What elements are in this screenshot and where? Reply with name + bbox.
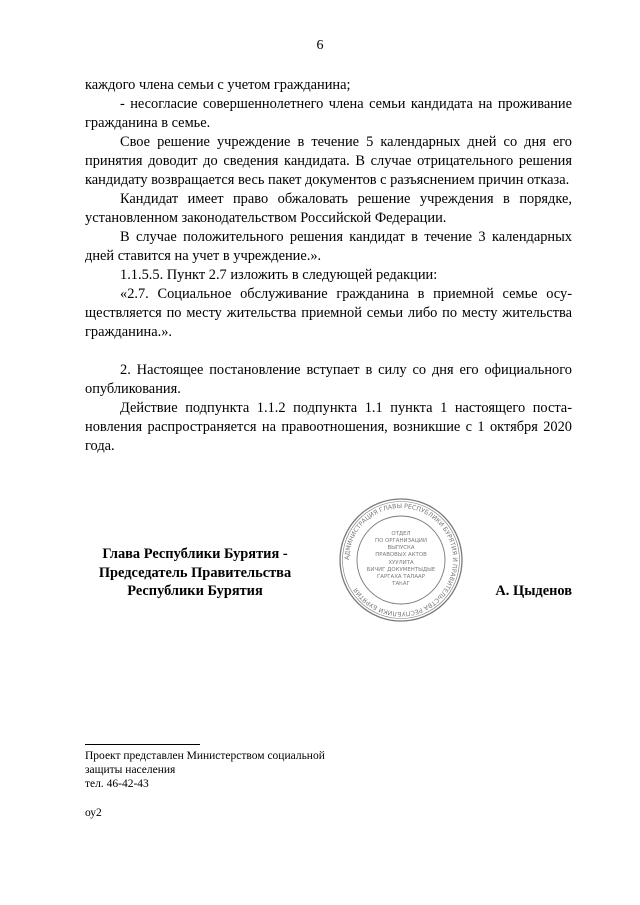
seal-inner-line: ХУУЛИТА [388,560,414,566]
paragraph: - несогласие совершеннолетнего члена семьи кандидата на проживание гражданина в семье. [85,96,572,131]
seal-inner-line: ОТДЕЛ [391,531,411,537]
paragraph: В случае положительного решения кандидат в течение 3 календарных дней ставится на учет в учреждение.». [85,229,572,264]
seal-inner-line: ГАРГАХА ТАЛААР [377,574,425,580]
page-number: 6 [316,38,324,53]
paragraph: каждого члена семьи с учетом гражданина; [85,77,351,93]
signatory-name: А. Цыденов [495,583,572,599]
footnote-line: Проект представлен Министерством социальной [85,750,325,762]
signatory-title [70,545,320,601]
official-seal-stamp [338,497,464,623]
seal-inner-line: БИЧИГ ДОКУМЕНТЫДЫЕ [366,567,436,573]
seal-outer-text: АДМИНИСТРАЦИЯ ГЛАВЫ РЕСПУБЛИКИ БУРЯТИЯ И ПРАВИТЕЛЬСТВА РЕСПУБЛИКИ БУРЯТИЯ [343,502,459,618]
signatory-title-line: Председатель Правительства [98,564,292,581]
document-code: оу2 [85,807,102,819]
footnote-line: тел. 46-42-43 [85,778,149,790]
footnote-line: защиты населения [85,764,176,776]
footnote-divider [85,744,200,745]
document-body [85,76,572,456]
paragraph: Действие подпункта 1.1.2 подпункта 1.1 пункта 1 настоящего постановления распространяется на правоотношения, возникшие с 1 октября 2020 года. [85,400,572,454]
paragraph: 2. Настоящее постановление вступает в силу со дня его официального опубликования. [85,362,572,397]
footnote [85,749,405,791]
seal-inner-line: ТАҺАГ [392,581,410,587]
signatory-title-line: Глава Республики Бурятия - [102,546,288,562]
seal-inner-line: ПРАВОВЫХ АКТОВ [375,552,427,558]
paragraph: «2.7. Социальное обслуживание гражданина в приемной семье осуществляется по месту жительства приемной семьи либо по месту жительства гражданина.». [85,286,572,340]
seal-inner-line: ПО ОРГАНИЗАЦИИ [375,538,427,544]
paragraph: Кандидат имеет право обжаловать решение учреждения в порядке, установленном законодательством Российской Федерации. [85,191,572,226]
seal-inner-line: ВЫПУСКА [387,545,415,551]
paragraph: Свое решение учреждение в течение 5 календарных дней со дня его принятия доводит до сведения кандидата. В случае отрицательного решения кандидату возвращается весь пакет документов с разъяснением причин отказа. [85,134,572,188]
signatory-title-line: Республики Бурятия [127,583,263,599]
paragraph: 1.1.5.5. Пункт 2.7 изложить в следующей редакции: [120,267,438,283]
